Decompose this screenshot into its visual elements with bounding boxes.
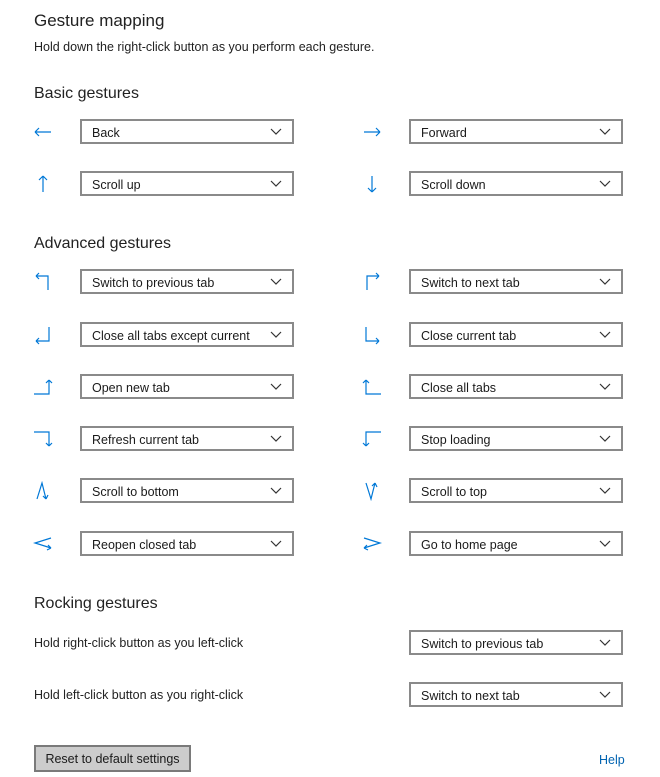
gesture-down-up-dropdown[interactable] bbox=[409, 478, 623, 503]
dropdown-value: Scroll to top bbox=[421, 485, 488, 499]
basic-gestures-heading: Basic gestures bbox=[34, 85, 139, 102]
dropdown-value: Switch to next tab bbox=[421, 276, 520, 290]
down-up-gesture-icon bbox=[362, 481, 382, 501]
dropdown-value: Refresh current tab bbox=[92, 433, 199, 447]
chevron-down-icon bbox=[270, 382, 282, 391]
chevron-down-icon bbox=[599, 277, 611, 286]
page-title: Gesture mapping bbox=[34, 11, 165, 30]
right-up-gesture-icon bbox=[33, 377, 53, 397]
gesture-left-dropdown[interactable] bbox=[80, 119, 294, 144]
gesture-down-left-dropdown[interactable] bbox=[80, 322, 294, 347]
rocking-label-left-right: Hold left-click button as you right-click bbox=[34, 688, 244, 702]
dropdown-value: Scroll down bbox=[421, 178, 486, 192]
chevron-down-icon bbox=[270, 539, 282, 548]
chevron-down-icon bbox=[270, 434, 282, 443]
gesture-right-down-dropdown[interactable] bbox=[80, 426, 294, 451]
chevron-down-icon bbox=[270, 330, 282, 339]
gesture-right-up-dropdown[interactable] bbox=[80, 374, 294, 399]
dropdown-value: Close current tab bbox=[421, 329, 517, 343]
gesture-up-right-dropdown[interactable] bbox=[409, 269, 623, 294]
arrow-right-icon bbox=[362, 122, 382, 142]
gesture-left-up-dropdown[interactable] bbox=[409, 374, 623, 399]
down-right-gesture-icon bbox=[362, 325, 382, 345]
up-left-gesture-icon bbox=[33, 272, 53, 292]
right-down-gesture-icon bbox=[33, 429, 53, 449]
gesture-up-dropdown[interactable] bbox=[80, 171, 294, 196]
chevron-down-icon bbox=[270, 277, 282, 286]
arrow-left-icon bbox=[33, 122, 53, 142]
left-right-gesture-icon bbox=[33, 534, 53, 554]
rocking-gestures-heading: Rocking gestures bbox=[34, 595, 158, 612]
rocking-right-left-dropdown[interactable] bbox=[409, 630, 623, 655]
chevron-down-icon bbox=[270, 127, 282, 136]
help-link[interactable]: Help bbox=[599, 753, 625, 767]
arrow-down-icon bbox=[362, 174, 382, 194]
gesture-up-down-dropdown[interactable] bbox=[80, 478, 294, 503]
chevron-down-icon bbox=[599, 179, 611, 188]
chevron-down-icon bbox=[599, 382, 611, 391]
gesture-right-left-dropdown[interactable] bbox=[409, 531, 623, 556]
gesture-down-right-dropdown[interactable] bbox=[409, 322, 623, 347]
arrow-up-icon bbox=[33, 174, 53, 194]
chevron-down-icon bbox=[599, 330, 611, 339]
dropdown-value: Scroll to bottom bbox=[92, 485, 179, 499]
advanced-gestures-heading: Advanced gestures bbox=[34, 235, 171, 252]
rocking-label-right-left: Hold right-click button as you left-click bbox=[34, 636, 244, 650]
dropdown-value: Reopen closed tab bbox=[92, 538, 197, 552]
up-down-gesture-icon bbox=[33, 481, 53, 501]
chevron-down-icon bbox=[599, 486, 611, 495]
dropdown-value: Switch to previous tab bbox=[421, 637, 544, 651]
dropdown-value: Open new tab bbox=[92, 381, 170, 395]
dropdown-value: Close all tabs except current bbox=[92, 329, 250, 343]
right-left-gesture-icon bbox=[362, 534, 382, 554]
gesture-right-dropdown[interactable] bbox=[409, 119, 623, 144]
chevron-down-icon bbox=[599, 127, 611, 136]
gesture-down-dropdown[interactable] bbox=[409, 171, 623, 196]
chevron-down-icon bbox=[599, 539, 611, 548]
gesture-left-right-dropdown[interactable] bbox=[80, 531, 294, 556]
gesture-up-left-dropdown[interactable] bbox=[80, 269, 294, 294]
dropdown-value: Go to home page bbox=[421, 538, 518, 552]
dropdown-value: Switch to next tab bbox=[421, 689, 520, 703]
chevron-down-icon bbox=[599, 690, 611, 699]
left-up-gesture-icon bbox=[362, 377, 382, 397]
page-subtitle: Hold down the right-click button as you perform each gesture. bbox=[34, 40, 375, 54]
up-right-gesture-icon bbox=[362, 272, 382, 292]
chevron-down-icon bbox=[599, 638, 611, 647]
dropdown-value: Scroll up bbox=[92, 178, 141, 192]
reset-defaults-button[interactable]: Reset to default settings bbox=[34, 745, 191, 772]
chevron-down-icon bbox=[270, 179, 282, 188]
dropdown-value: Back bbox=[92, 126, 120, 140]
dropdown-value: Forward bbox=[421, 126, 467, 140]
down-left-gesture-icon bbox=[33, 325, 53, 345]
dropdown-value: Switch to previous tab bbox=[92, 276, 215, 290]
gesture-left-down-dropdown[interactable] bbox=[409, 426, 623, 451]
chevron-down-icon bbox=[599, 434, 611, 443]
dropdown-value: Stop loading bbox=[421, 433, 491, 447]
dropdown-value: Close all tabs bbox=[421, 381, 497, 395]
rocking-left-right-dropdown[interactable] bbox=[409, 682, 623, 707]
chevron-down-icon bbox=[270, 486, 282, 495]
left-down-gesture-icon bbox=[362, 429, 382, 449]
